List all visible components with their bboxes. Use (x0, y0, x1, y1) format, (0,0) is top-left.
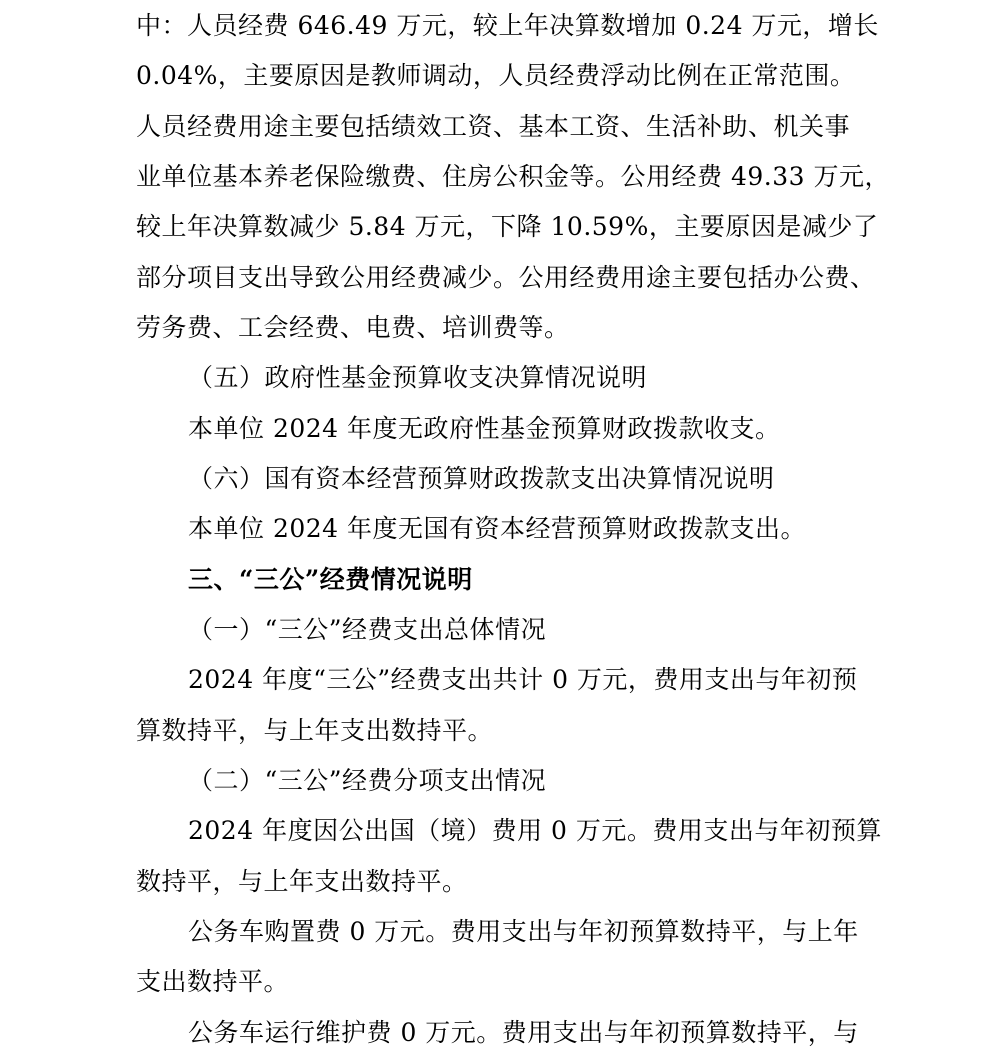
section-heading-5: （五）政府性基金预算收支决算情况说明 (188, 363, 648, 392)
paragraph-line: 数持平，与上年支出数持平。 (136, 867, 468, 896)
paragraph-line: 0.04%，主要原因是教师调动，人员经费浮动比例在正常范围。 (136, 61, 856, 90)
subsection-heading-2: （二）“三公”经费分项支出情况 (188, 766, 547, 795)
section-heading-3: 三、“三公”经费情况说明 (188, 565, 473, 594)
paragraph-line: 中：人员经费 646.49 万元，较上年决算数增加 0.24 万元，增长 (136, 11, 879, 40)
paragraph-line: 算数持平，与上年支出数持平。 (136, 716, 494, 745)
paragraph-line: 公务车运行维护费 0 万元。费用支出与年初预算数持平，与 (188, 1018, 859, 1047)
paragraph-line: 本单位 2024 年度无国有资本经营预算财政拨款支出。 (188, 514, 807, 543)
paragraph-line: 部分项目支出导致公用经费减少。公用经费用途主要包括办公费、 (136, 263, 876, 292)
section-heading-6: （六）国有资本经营预算财政拨款支出决算情况说明 (188, 464, 775, 493)
paragraph-line: 本单位 2024 年度无政府性基金预算财政拨款收支。 (188, 414, 781, 443)
paragraph-line: 公务车购置费 0 万元。费用支出与年初预算数持平，与上年 (188, 917, 859, 946)
subsection-heading-1: （一）“三公”经费支出总体情况 (188, 615, 547, 644)
paragraph-line: 人员经费用途主要包括绩效工资、基本工资、生活补助、机关事 (136, 112, 851, 141)
paragraph-line: 业单位基本养老保险缴费、住房公积金等。公用经费 49.33 万元， (136, 162, 890, 191)
paragraph-line: 较上年决算数减少 5.84 万元，下降 10.59%，主要原因是减少了 (136, 212, 879, 241)
paragraph-line: 2024 年度因公出国（境）费用 0 万元。费用支出与年初预算 (188, 816, 882, 845)
paragraph-line: 支出数持平。 (136, 967, 290, 996)
paragraph-line: 劳务费、工会经费、电费、培训费等。 (136, 313, 570, 342)
paragraph-line: 2024 年度“三公”经费支出共计 0 万元，费用支出与年初预 (188, 665, 858, 694)
